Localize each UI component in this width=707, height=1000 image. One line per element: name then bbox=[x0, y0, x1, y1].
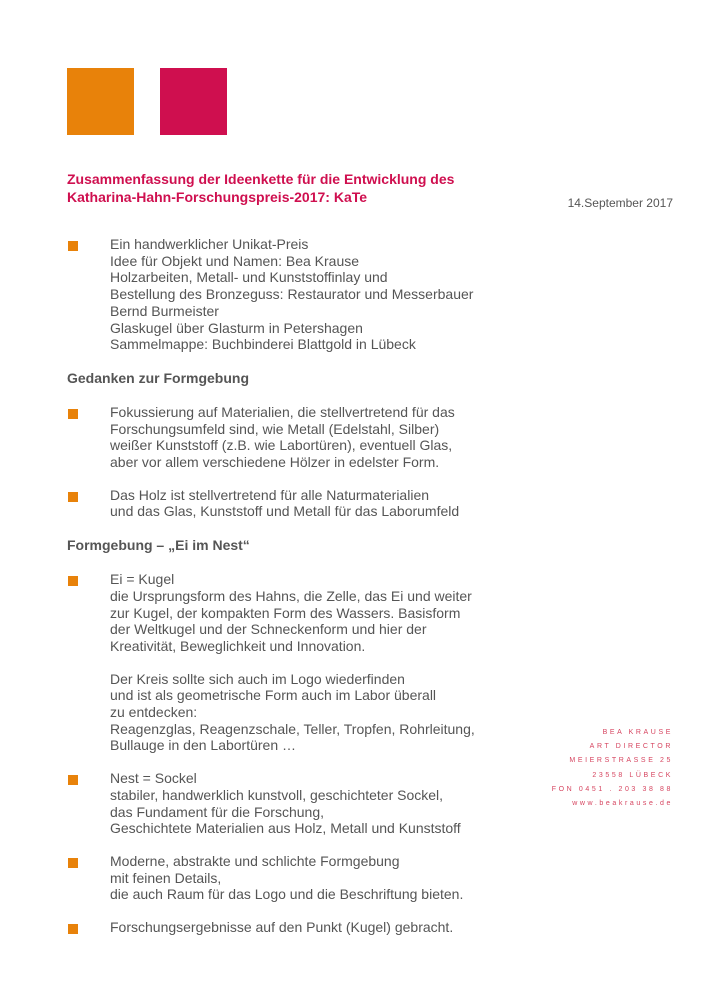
list-item bbox=[67, 919, 507, 936]
contact-phone: FON 0451 . 203 38 88 bbox=[551, 785, 673, 793]
document-body bbox=[67, 236, 507, 936]
item-line: Nest = Sockel bbox=[110, 770, 197, 787]
item-line: mit feinen Details, bbox=[110, 869, 222, 886]
document-title bbox=[67, 170, 527, 206]
title-line-2: Katharina-Hahn-Forschungspreis-2017: KaTe bbox=[67, 189, 368, 205]
bullet-square-icon bbox=[68, 241, 78, 251]
bullet-square-icon bbox=[68, 924, 78, 934]
item-line: Ein handwerklicher Unikat-Preis bbox=[110, 236, 309, 252]
item-line: Holzarbeiten, Metall- und Kunststoffinlay und bbox=[110, 269, 388, 286]
item-line: Bullauge in den Labortüren … bbox=[110, 737, 297, 754]
item-line: Reagenzglas, Reagenzschale, Teller, Tropfen, Rohrleitung, bbox=[110, 720, 475, 737]
item-line: Ei = Kugel bbox=[110, 571, 175, 588]
item-line: zur Kugel, der kompakten Form des Wassers. Basisform bbox=[110, 604, 461, 621]
item-line: Forschungsergebnisse auf den Punkt (Kugel) gebracht. bbox=[110, 919, 454, 936]
item-line: aber vor allem verschiedene Hölzer in edelster Form. bbox=[110, 454, 440, 471]
contact-block bbox=[552, 726, 673, 811]
item-line: Bernd Burmeister bbox=[110, 302, 219, 319]
item-line: das Fundament für die Forschung, bbox=[110, 803, 325, 820]
item-line: weißer Kunststoff (z.B. wie Labortüren), eventuell Glas, bbox=[110, 437, 453, 454]
item-line: Bestellung des Bronzeguss: Restaurator und Messerbauer bbox=[110, 286, 474, 303]
bullet-square-icon bbox=[68, 492, 78, 502]
item-line: die Ursprungsform des Hahns, die Zelle, das Ei und weiter bbox=[110, 587, 472, 604]
section-heading-formgebung-gedanken: Gedanken zur Formgebung bbox=[67, 369, 250, 386]
bullet-square-icon bbox=[68, 576, 78, 586]
bullet-square-icon bbox=[68, 858, 78, 868]
list-item bbox=[67, 770, 507, 837]
contact-city: 23558 LÜBECK bbox=[592, 771, 673, 779]
item-line: Glaskugel über Glasturm in Petershagen bbox=[110, 319, 363, 336]
list-item bbox=[67, 487, 507, 520]
contact-street: MEIERSTRASSE 25 bbox=[569, 757, 673, 765]
bullet-square-icon bbox=[68, 775, 78, 785]
item-line: Idee für Objekt und Namen: Bea Krause bbox=[110, 252, 360, 269]
logo-pink-square bbox=[160, 68, 227, 135]
item-line: Sammelmappe: Buchbinderei Blattgold in Lübeck bbox=[110, 336, 416, 353]
list-item bbox=[67, 236, 507, 353]
item-line: der Weltkugel und der Schneckenform und hier der bbox=[110, 621, 427, 638]
item-line: und ist als geometrische Form auch im Labor überall bbox=[110, 687, 437, 704]
contact-name: BEA KRAUSE bbox=[602, 729, 673, 736]
item-line: stabiler, handwerklich kunstvoll, geschichteter Sockel, bbox=[110, 786, 444, 803]
list-item bbox=[67, 571, 507, 754]
logo-orange-square bbox=[67, 68, 134, 135]
list-item bbox=[67, 404, 507, 471]
item-line: Der Kreis sollte sich auch im Logo wiederfinden bbox=[110, 670, 405, 687]
section-heading-ei-im-nest: Formgebung – „Ei im Nest“ bbox=[67, 537, 250, 554]
contact-role: ART DIRECTOR bbox=[589, 743, 673, 751]
item-line: Geschichtete Materialien aus Holz, Metall und Kunststoff bbox=[110, 820, 461, 837]
item-line: Das Holz ist stellvertretend für alle Naturmaterialien bbox=[110, 486, 430, 503]
list-item bbox=[67, 853, 507, 903]
item-line: Forschungsumfeld sind, wie Metall (Edelstahl, Silber) bbox=[110, 420, 440, 437]
item-line: Kreativität, Beweglichkeit und Innovation. bbox=[110, 637, 366, 654]
title-line-1: Zusammenfassung der Ideenkette für die Entwicklung des bbox=[67, 171, 455, 187]
item-line: Moderne, abstrakte und schlichte Formgebung bbox=[110, 852, 400, 869]
item-line: zu entdecken: bbox=[110, 704, 198, 721]
item-line: und das Glas, Kunststoff und Metall für das Laborumfeld bbox=[110, 503, 460, 520]
contact-website-link[interactable]: www.beakrause.de bbox=[572, 800, 673, 808]
document-date: 14.September 2017 bbox=[567, 196, 673, 210]
item-line: Fokussierung auf Materialien, die stellvertretend für das bbox=[110, 403, 455, 420]
bullet-square-icon bbox=[68, 409, 78, 419]
item-line: die auch Raum für das Logo und die Beschriftung bieten. bbox=[110, 886, 464, 903]
